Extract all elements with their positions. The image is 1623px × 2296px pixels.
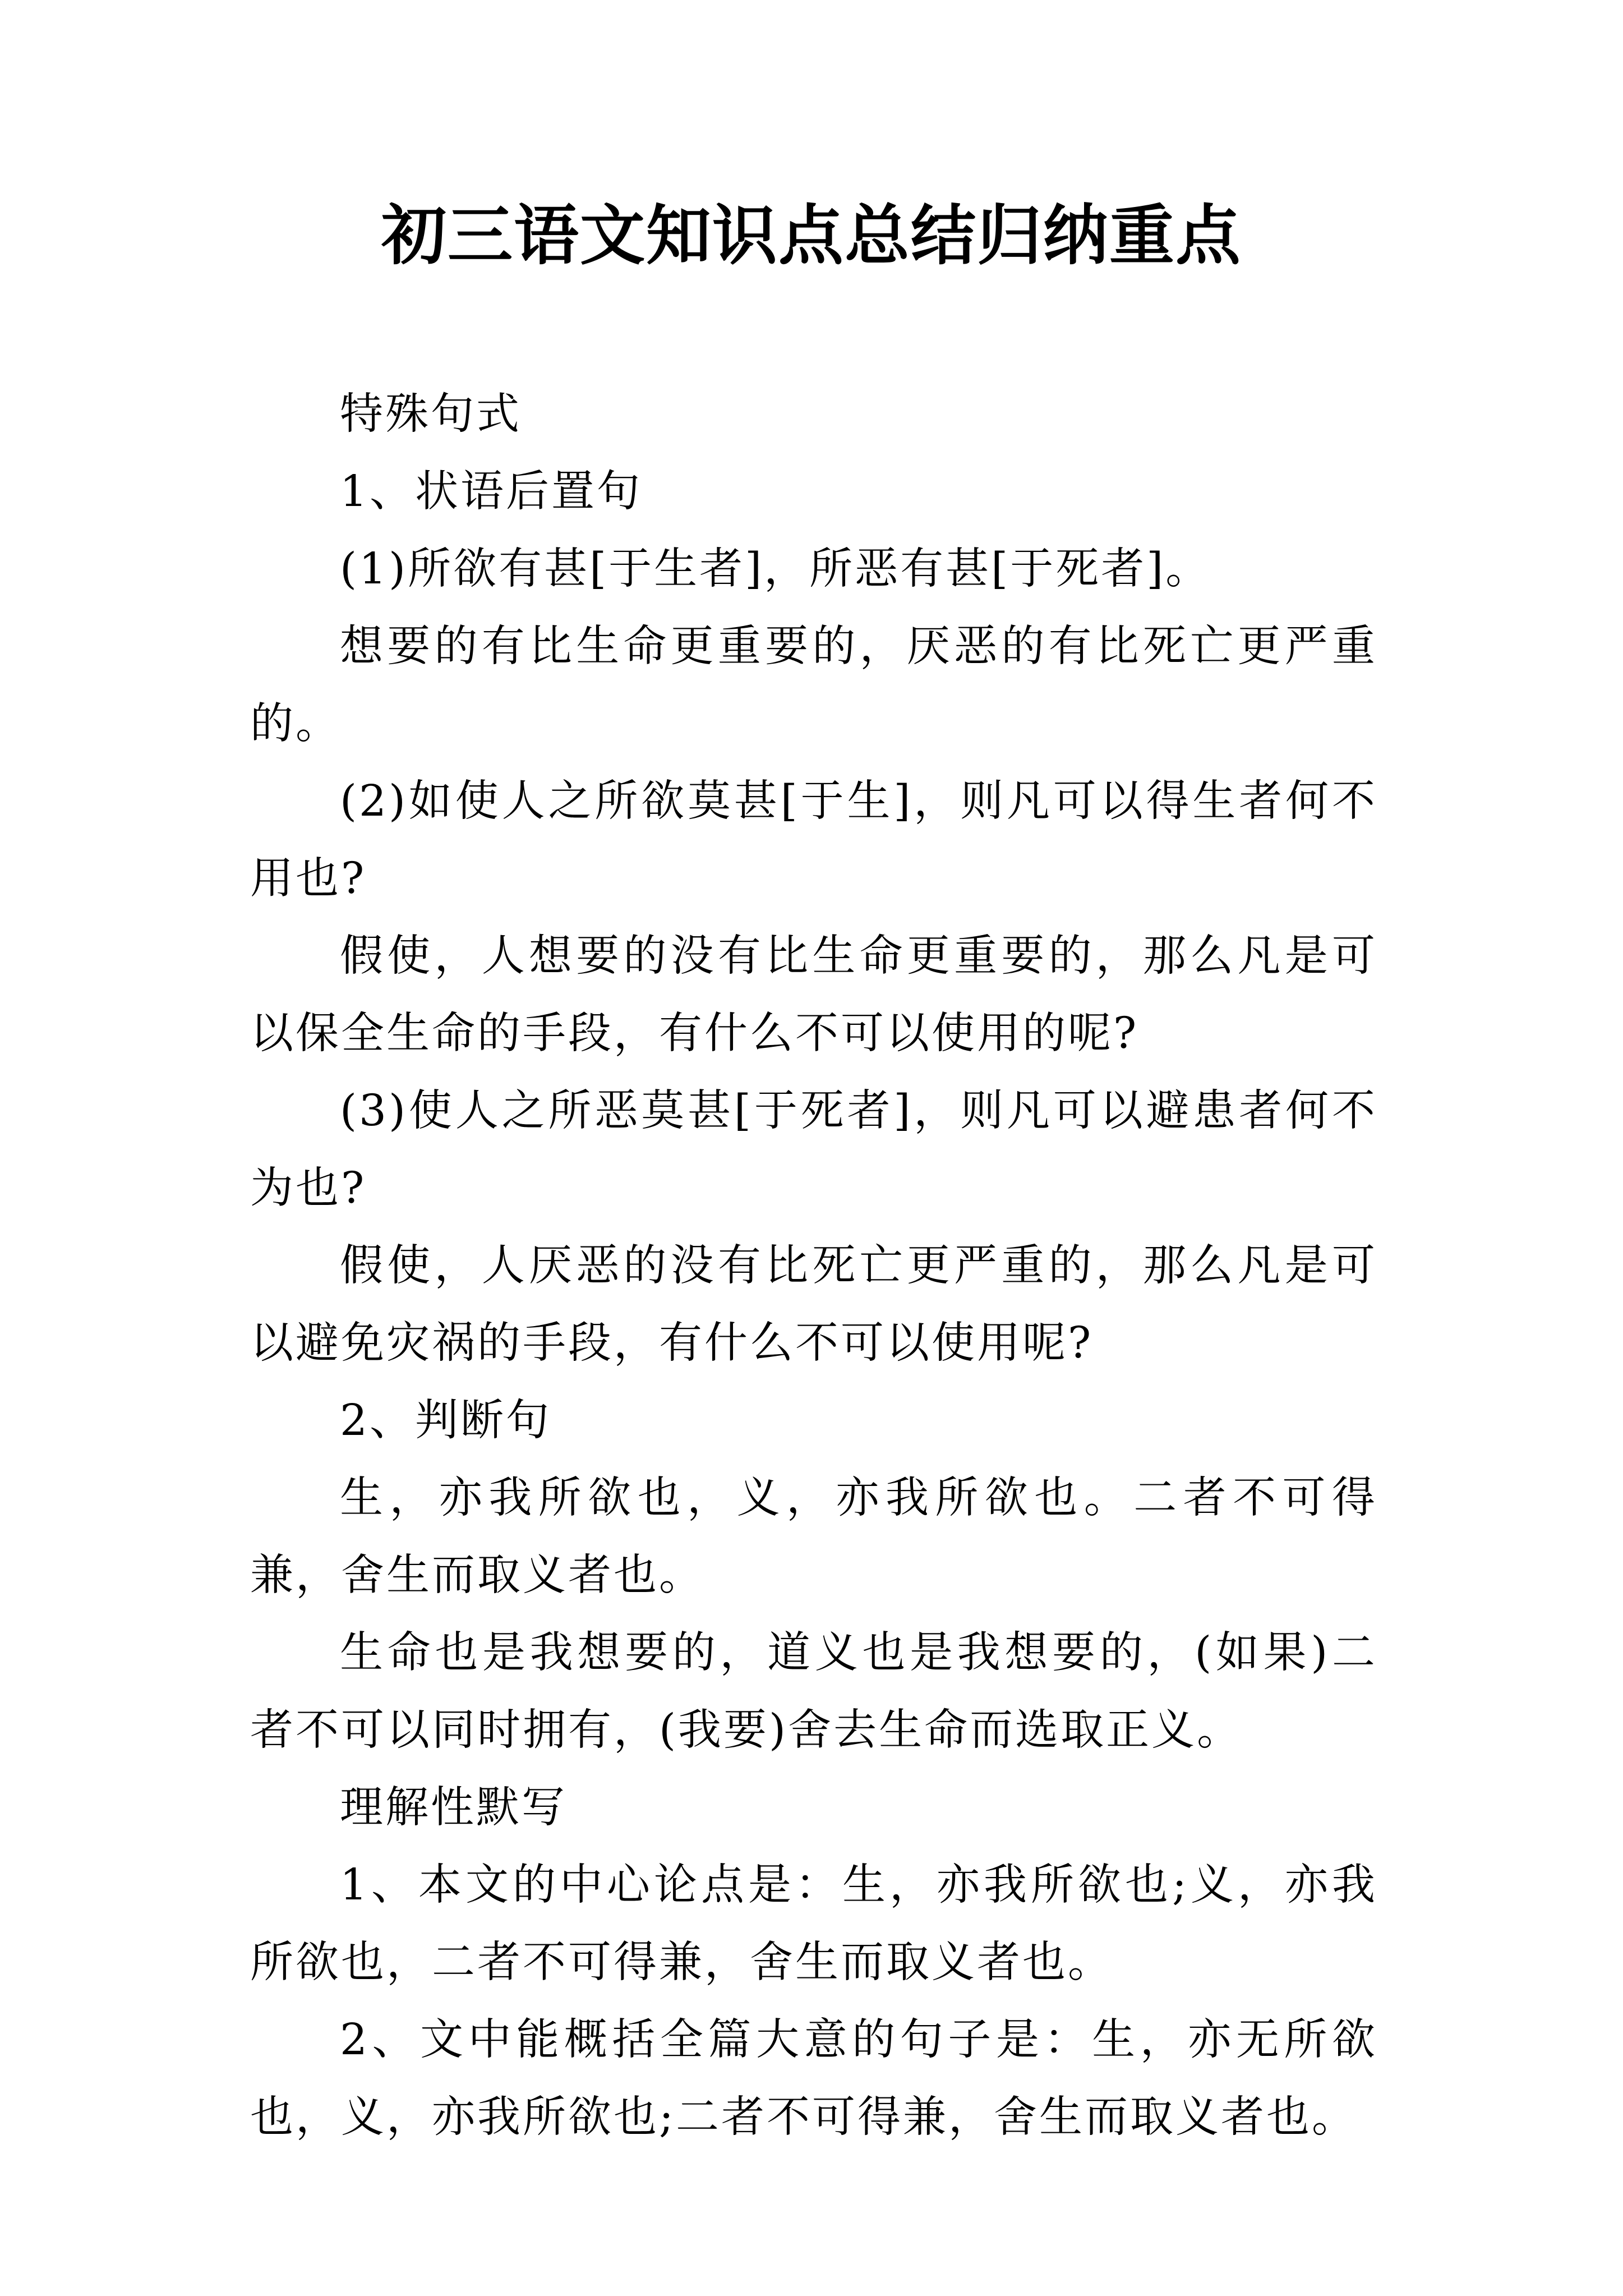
example-sentence-3: (3)使人之所恶莫甚[于死者]，则凡可以避患者何不为也? [250, 1086, 1377, 1213]
document-body [250, 376, 1377, 2156]
translation-2: 假使，人想要的没有比生命更重要的，那么凡是可以保全生命的手段，有什么不可以使用的呢? [250, 931, 1377, 1059]
dictation-item-1: 1、本文的中心论点是：生，亦我所欲也;义，亦我所欲也，二者不可得兼，舍生而取义者也。 [250, 1860, 1377, 1987]
translation-3: 假使，人厌恶的没有比死亡更严重的，那么凡是可以避免灾祸的手段，有什么不可以使用呢? [250, 1241, 1377, 1368]
example-sentence-2: (2)如使人之所欲莫甚[于生]，则凡可以得生者何不用也? [250, 776, 1377, 904]
section-heading-dictation: 理解性默写 [340, 1783, 567, 1833]
document-title: 初三语文知识点总结归纳重点 [381, 197, 1242, 274]
dictation-item-2: 2、文中能概括全篇大意的句子是：生，亦无所欲也，义，亦我所欲也;二者不可得兼，舍生而取义者也。 [250, 2015, 1377, 2142]
example-sentence-1: (1)所欲有甚[于生者]，所恶有甚[于死者]。 [340, 544, 1211, 594]
section-heading-special-sentences: 特殊句式 [340, 389, 522, 439]
subheading-judgment-sentence: 2、判断句 [340, 1396, 551, 1446]
example-sentence-4: 生，亦我所欲也，义，亦我所欲也。二者不可得兼，舍生而取义者也。 [250, 1473, 1377, 1600]
translation-4: 生命也是我想要的，道义也是我想要的，(如果)二者不可以同时拥有，(我要)舍去生命而选取正义。 [250, 1628, 1377, 1755]
subheading-adverbial-postposition: 1、状语后置句 [340, 467, 642, 517]
translation-1: 想要的有比生命更重要的，厌恶的有比死亡更严重的。 [250, 622, 1377, 749]
